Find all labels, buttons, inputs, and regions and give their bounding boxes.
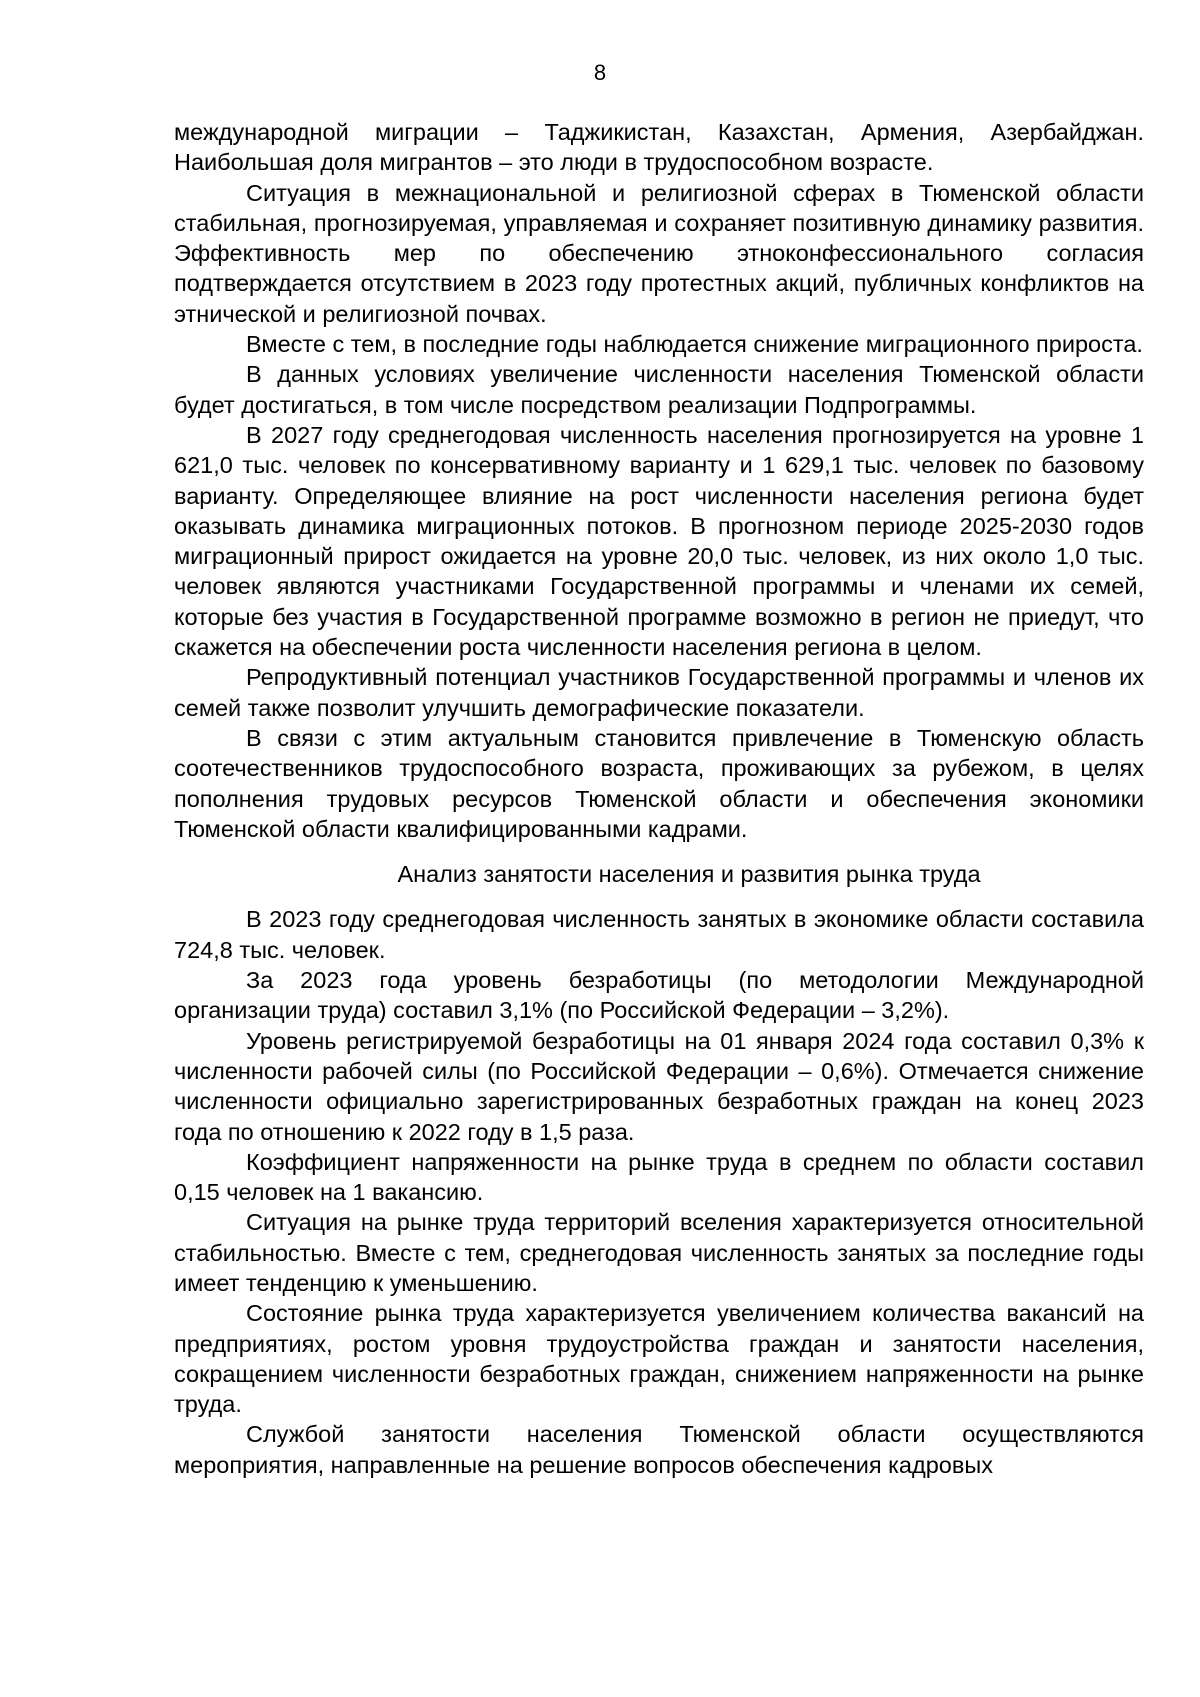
paragraph-migration-countries: международной миграции – Таджикистан, Казахстан, Армения, Азербайджан. Наибольшая доля мигрантов – это люди в трудоспособном возрасте. bbox=[174, 119, 1144, 176]
paragraph-registered-unemployment: Уровень регистрируемой безработицы на 01 января 2024 года составил 0,3% к численности рабочей силы (по Российской Федерации – 0,6%). Отмечается снижение численности официально зарегистрированных безработных граждан на конец 2023 года по отношению к 2022 году в 1,5 раза. bbox=[174, 1027, 1144, 1145]
paragraph-labor-tension-coefficient: Коэффициент напряженности на рынке труда в среднем по области составил 0,15 человек на 1 вакансию. bbox=[174, 1148, 1144, 1206]
paragraph-migration-decline: Вместе с тем, в последние годы наблюдается снижение миграционного прироста. bbox=[246, 331, 1143, 358]
paragraph-interethnic-situation: Ситуация в межнациональной и религиозной сферах в Тюменской области стабильная, прогнозируемая, управляемая и сохраняет позитивную динамику развития. Эффективность мер по обеспечению этноконфессионального согласия подтверждается отсутствием в 2023 году протестных акций, публичных конфликтов на этнической и религиозной почвах. bbox=[174, 179, 1144, 327]
paragraph-population-forecast-2027: В 2027 году среднегодовая численность населения прогнозируется на уровне 1 621,0 тыс. человек по консервативному варианту и 1 629,1 тыс. человек по базовому варианту. Определяющее влияние на рост численности населения региона будет оказывать динамика миграционных потоков. В прогнозном периоде 2025-2030 годов миграционный прирост ожидается на уровне 20,0 тыс. человек, из них около 1,0 тыс. человек являются участниками Государственной программы и членами их семей, которые без участия в Государственной программе возможно в регион не приедут, что скажется на обеспечении роста численности населения региона в целом. bbox=[174, 421, 1144, 661]
page-number: 8 bbox=[593, 60, 607, 85]
document-body bbox=[174, 117, 1144, 1480]
paragraph-reproductive-potential: Репродуктивный потенциал участников Государственной программы и членов их семей также позволит улучшить демографические показатели. bbox=[174, 664, 1144, 721]
paragraph-employed-2023: В 2023 году среднегодовая численность занятых в экономике области составила 724,8 тыс. человек. bbox=[174, 906, 1144, 963]
paragraph-population-growth-conditions: В данных условиях увеличение численности населения Тюменской области будет достигаться, в том числе посредством реализации Подпрограммы. bbox=[174, 361, 1144, 418]
paragraph-compatriots-attraction: В связи с этим актуальным становится привлечение в Тюменскую область соотечественников трудоспособного возраста, проживающих за рубежом, в целях пополнения трудовых ресурсов Тюменской области и обеспечения экономики Тюменской области квалифицированными кадрами. bbox=[174, 724, 1144, 842]
paragraph-unemployment-ilo: За 2023 года уровень безработицы (по методологии Международной организации труда) составил 3,1% (по Российской Федерации – 3,2%). bbox=[174, 967, 1144, 1024]
paragraph-settlement-territories-labor: Ситуация на рынке труда территорий вселения характеризуется относительной стабильностью. Вместе с тем, среднегодовая численность занятых за последние годы имеет тенденцию к уменьшению. bbox=[174, 1209, 1144, 1296]
section-heading: Анализ занятости населения и развития рынка труда bbox=[397, 861, 981, 888]
paragraph-labor-market-state: Состояние рынка труда характеризуется увеличением количества вакансий на предприятиях, ростом уровня трудоустройства граждан и занятости населения, сокращением численности безработных граждан, снижением напряженности на рынке труда. bbox=[174, 1300, 1144, 1418]
paragraph-employment-service: Службой занятости населения Тюменской области осуществляются мероприятия, направленные на решение вопросов обеспечения кадровых bbox=[174, 1421, 1144, 1478]
